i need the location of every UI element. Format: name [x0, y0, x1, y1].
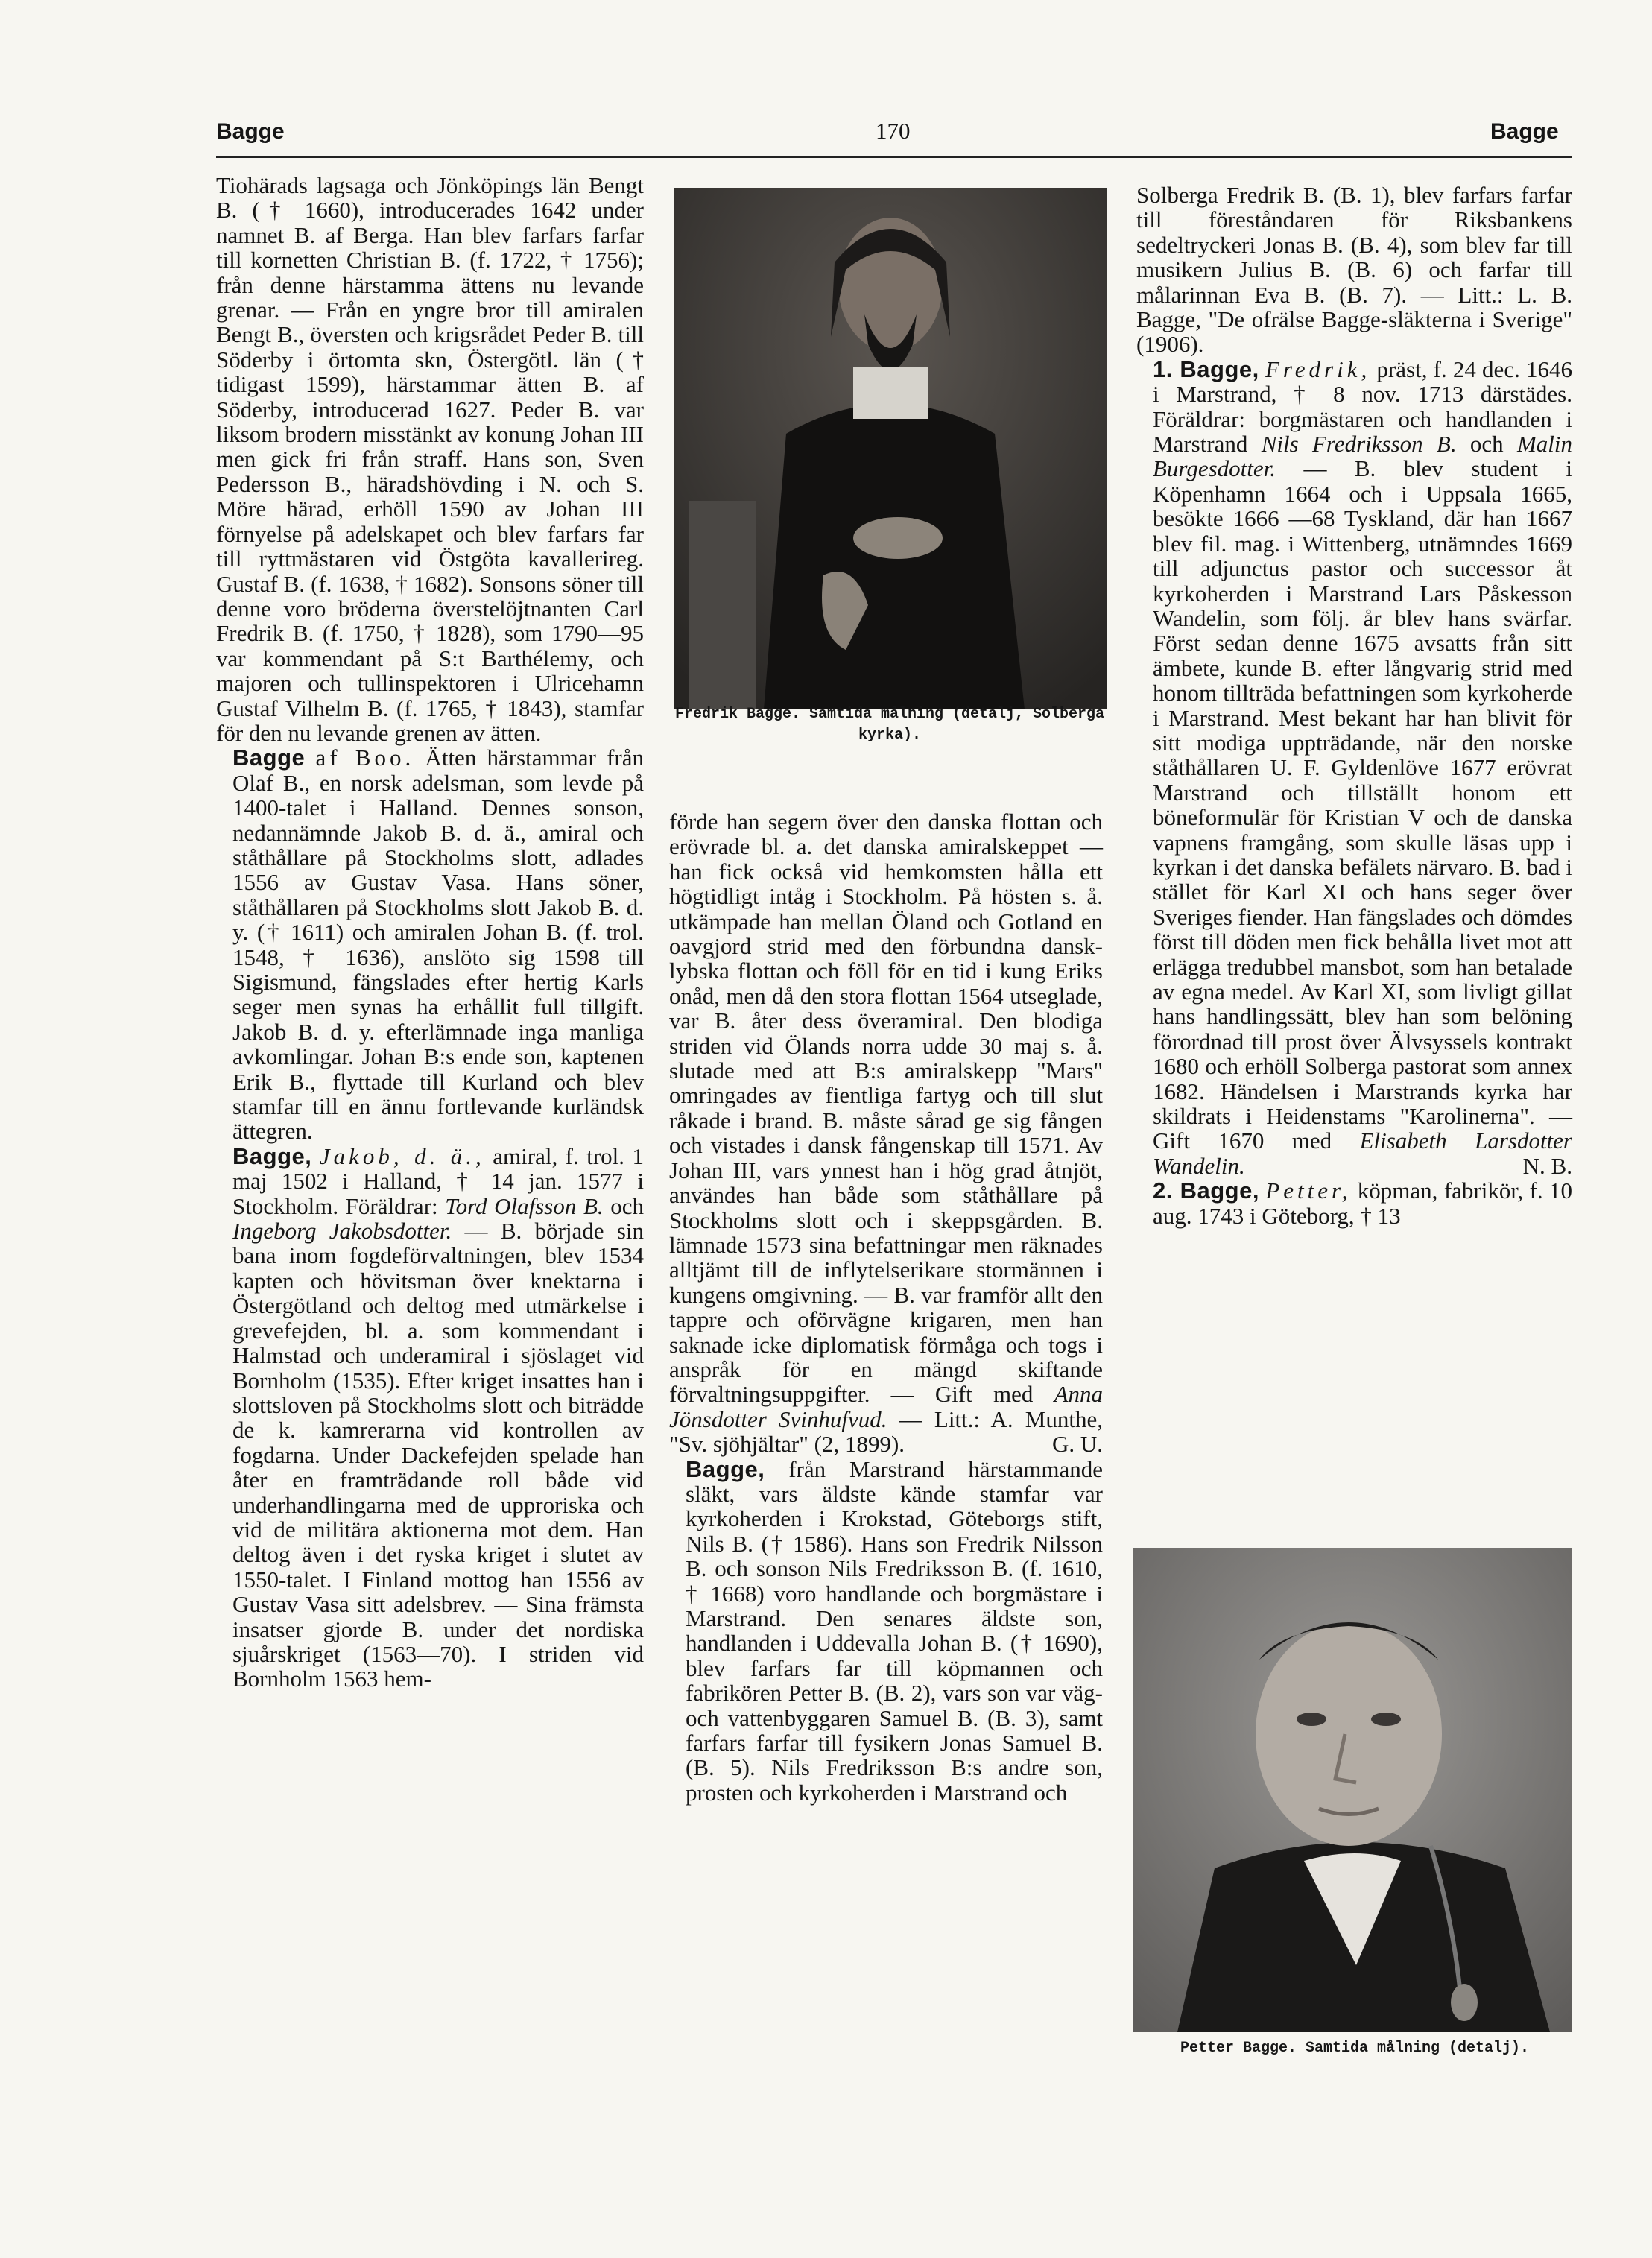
running-head-left: Bagge	[216, 119, 285, 144]
entry-subheading: Jakob, d. ä.,	[319, 1142, 485, 1169]
caption-text: Samtida målning (detalj).	[1305, 2040, 1530, 2057]
entry-text: präst, f. 24 dec. 1646 i Marstrand, † 8 nov. 1713 därstädes. Föräldrar: borgmästaren och handlanden i Marstrand	[1153, 355, 1573, 458]
page-number: 170	[876, 118, 911, 144]
entry-subheading: Petter,	[1265, 1177, 1352, 1204]
portrait-petter-image	[1133, 1548, 1572, 2032]
entry-text: och	[1456, 431, 1517, 458]
person-name: Ingeborg Jakobsdotter.	[232, 1218, 452, 1245]
entry-heading: Bagge,	[686, 1455, 765, 1482]
portrait-petter-bagge	[1133, 1548, 1572, 2032]
caption-fredrik	[669, 704, 1110, 746]
entry-heading: Bagge,	[232, 1142, 312, 1169]
column-middle	[669, 809, 1103, 1805]
caption-name: Fredrik Bagge.	[674, 706, 800, 723]
entry-bagge-jakob	[216, 1144, 644, 1692]
entry-bagge-marstrand	[669, 1457, 1103, 1806]
running-head-right: Bagge	[1490, 119, 1559, 144]
entry-bagge-jakob-continued	[669, 809, 1103, 1457]
header-rule	[216, 156, 1572, 158]
entry-text: — Litt.: A. Munthe, "Sv. sjöhjältar" (2, 1899).	[669, 1405, 1103, 1458]
entry-bagge-continued: Tiohärads lagsaga och Jönköpings län Bengt B. († 1660), introducerades 1642 under namnet B. af Berga. Han blev farfars farfar till kornetten Christian B. (f. 1722, † 1756); från denne härstamma ättens nu levande grenar. — Från en yngre bror till amiralen Bengt B., översten och krigsrådet Peder B. till Söderby i örtomta skn, Östergötl. län († tidigast 1599), härstammar ätten B. af Söderby, introducerad 1627. Peder B. var liksom brodern misstänkt av konung Johan III men gick fri från straff. Hans son, Sven Pedersson B., häradshövding i N. och S. Möre härad, erhöll 1590 av Johan III förnyelse på adelskapet och blev farfars far till ryttmästaren vid Östgöta kavallerireg. Gustaf B. (f. 1638, † 1682). Sonsons söner till denne voro bröderna överstelöjtnanten Carl Fredrik B. (f. 1750, † 1828), som 1790—95 var kommendant på S:t Barthélemy, och majoren och tullinspektoren i Ulricehamn Gustaf Vilhelm B. (f. 1765, † 1843), stamfar för den nu levande grenen av ätten.	[216, 172, 644, 746]
person-name: Tord Olafsson B.	[445, 1192, 604, 1219]
column-left	[216, 173, 644, 1692]
entry-subheading: af Boo.	[315, 744, 415, 771]
entry-bagge-af-boo	[216, 745, 644, 1144]
person-name: Nils Fredriksson B.	[1261, 431, 1457, 458]
column-right	[1136, 183, 1572, 1228]
caption-name: Petter Bagge.	[1180, 2040, 1297, 2057]
portrait-fredrik-bagge	[674, 188, 1107, 709]
entry-text: amiral, f. trol. 1 maj 1502 i Halland, † 14 jan. 1577 i Stockholm. Föräldrar:	[232, 1142, 644, 1219]
entry-text: köpman, fabrikör, f. 10 aug. 1743 i Göteborg, † 13	[1153, 1177, 1573, 1229]
entry-text: — B. började sin bana inom fogdeförvaltningen, blev 1534 kapten och hövitsman över knektarna i Östergötland och deltog med utmärkelse i grevefejden, bl. a. som kommendant i Halmstad och underamiral i sjöslaget vid Bornholm (1535). Efter kriget insattes han i slottsloven på Stockholms slott och biträdde de k. kamrerarna vid kontrollen av fogdarna. Under Dackefejden spelade han åter en framträdande roll både vid underhandlingarna med de upproriska och vid de militära aktionerna mot dem. Han deltog även i det ryska kriget i slutet av 1550-talet. I Finland mottog han 1556 av Gustav Vasa sitt adelsbrev. — Sina främsta insatser gjorde B. under det nordiska sjuårskriget (1563—70). I striden vid Bornholm 1563 hem-	[232, 1218, 644, 1692]
entry-subheading: Fredrik,	[1265, 355, 1371, 382]
entry-text: Ätten härstammar från Olaf B., en norsk adelsman, som levde på 1400-talet i Halland. Dennes sonson, nedannämnde Jakob B. d. ä., amiral och ståthållare på Stockholms slott, adlades 1556 av Gustav Vasa. Hans söner, ståthållaren på Stockholms slott Jakob B. d. y. († 1611) och amiralen Johan B. (f. trol. 1548, † 1636), anslöto sig 1598 till Sigismund, fängslades efter hertig Karls seger men synas ha erhållit full tillgift. Jakob B. d. y. efterlämnade inga manliga avkomlingar. Johan B:s ende son, kaptenen Erik B., flyttade till Kurland och blev stamfar till en ännu fortlevande kurländsk ättegren.	[232, 744, 644, 1145]
person-name: Anna Jönsdotter Svinhufvud.	[669, 1381, 1103, 1432]
caption-petter	[1131, 2038, 1578, 2059]
caption-text: Samtida målning (detalj, Solberga kyrka).	[808, 706, 1105, 744]
entry-heading: 1. Bagge,	[1153, 355, 1259, 382]
entry-bagge-petter	[1136, 1178, 1572, 1228]
entry-bagge-fredrik	[1136, 357, 1572, 1178]
entry-text: och	[603, 1192, 644, 1219]
entry-text: från Marstrand härstammande släkt, vars äldste kände stamfar var kyrkoherden i Krokstad, Göteborgs stift, Nils B. († 1586). Hans son Fredrik Nilsson B. och sonson Nils Fredriksson B. (f. 1610, † 1668) voro handlande och borgmästare i Marstrand. Den senares äldste son, handlanden i Uddevalla Johan B. († 1690), blev farfars far till köpmannen och fabrikören Petter B. (B. 2), vars son var väg- och vattenbyggaren Samuel B. (B. 3), samt farfars farfar till fysikern Jonas Samuel B. (B. 5). Nils Fredriksson B:s andre son, prosten och kyrkoherden i Marstrand och	[686, 1455, 1103, 1806]
entry-text: — B. blev student i Köpenhamn 1664 och i Uppsala 1665, besökte 1666 —68 Tyskland, där han 1667 blev fil. mag. i Wittenberg, utnämndes 1669 till adjunctus pastor och successor åt kyrkoherden i Marstrand Lars Påskesson Wandelin, som följ. år blev hans svärfar. Först sedan denne 1675 avsatts från sitt ämbete, kunde B. efter långvarig strid med honom tillträda befattningen som kyrkoherde i Marstrand. Mest bekant har han blivit för sitt modiga uppträdande, när den norske ståthållaren U. F. Gyldenlöve 1677 erövrat Marstrand och tillställt honom ett böneformulär för Kristian V och de danska vapnens framgång, som skulle läsas upp i kyrkan i det danska befälets närvaro. B. bad i stället för Karl XI och hans seger över Sveriges fiender. Han fängslades och dömdes först till döden men fick behålla livet mot att erlägga tredubbel mansbot, som han betalade av egna medel. Av Karl XI, som livligt gillat hans handlingssätt, blev han som belöning förordnad till prost över Älvsyssels kontrakt 1680 och erhöll Solberga pastorat som annex 1682. Händelsen i Marstrands kyrka har skildrats i Heidenstams "Karolinerna". — Gift 1670 med	[1153, 455, 1573, 1154]
portrait-fredrik-image	[674, 188, 1107, 709]
entry-heading: Bagge	[232, 744, 306, 771]
author-signature: G. U.	[1051, 1431, 1103, 1458]
entry-text: förde han segern över den danska flottan och erövrade bl. a. det danska amiralskeppet — han fick också vid hemkomsten hålla ett högtidligt intåg i Stockholm. På hösten s. å. utkämpade han mellan Öland och Gotland en oavgjord strid med den förbundna dansk-lybska flottan och föll för en tid i kung Eriks onåd, men då den stora flottan 1564 utseglade, var B. åter dess överamiral. Den blodiga striden vid Ölands norra udde 30 maj s. å. slutade med att B:s amiralskepp "Mars" omringades av fientliga fartyg och till slut råkade i brand. B. måste sårad ge sig fången och vistades i dansk fångenskap till 1571. Av Johan III, vars ynnest han i hög grad åtnjöt, användes han både som ståthållare på Stockholms slott och i skeppsgården. B. lämnade 1573 sina befattningar men räknades alltjämt till de inflytelserikare stormännen i kungens omgivning. — B. var framför allt den tappre och oförvägne krigaren, men han saknade icke diplomatisk förmåga och togs i anspråk för en mängd skiftande förvaltningsuppgifter. — Gift med	[669, 809, 1103, 1408]
entry-heading: 2. Bagge,	[1153, 1177, 1259, 1204]
author-signature: N. B.	[1522, 1152, 1572, 1179]
entry-bagge-marstrand-continued: Solberga Fredrik B. (B. 1), blev farfars farfar till föreståndaren för Riksbankens sedeltryckeri Jonas B. (B. 4), som blev far till musikern Julius B. (B. 6) och farfar till målarinnan Eva B. (B. 7). — Litt.: L. B. Bagge, "De ofrälse Bagge-släkterna i Sverige" (1906).	[1136, 182, 1572, 358]
person-name: Elisabeth Larsdotter Wandelin.	[1153, 1128, 1572, 1179]
person-name: Malin Burgesdotter.	[1153, 431, 1573, 482]
